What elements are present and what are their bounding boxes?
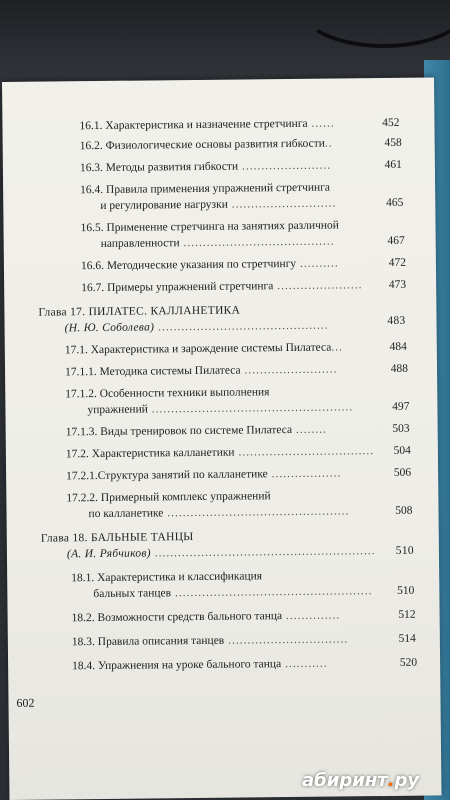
page-ref: 510 [397,584,415,597]
page-ref: 497 [392,400,410,413]
toc-chapter-17: Глава 17. ПИЛАТЕС. КАЛЛАНЕТИКА (Н. Ю. Соболева) ............................................ 483 [38,304,406,335]
toc-entry-16-3: 16.3. Методы развития гибкости ....................... 461 [79,158,402,175]
toc-entry-16-1: 16.1. Характеристика и назначение стретчинга ...... 452 [79,116,400,133]
toc-entry-17-1-1: 17.1.1. Методика системы Пилатеса ........................ 488 [64,362,409,379]
toc-entry-17-1: 17.1. Характеристика и зарождение системы Пилатеса... 484 [64,340,407,357]
page-ref: 512 [398,608,416,621]
toc-entry-17-1-3: 17.1.3. Виды тренировок по системе Пилатеса ........ 503 [65,422,410,439]
toc-entry-16-4: 16.4. Правила применения упражнений стретчинга и регулирование нагрузки ........................... 465 [80,181,404,212]
toc-entry-17-1-2: 17.1.2. Особенности техники выполнения упражнений .................................................... 497 [65,386,410,417]
page-ref: 510 [395,544,414,557]
page-ref: 473 [388,278,407,291]
toc-entry-16-7: 16.7. Примеры упражнений стретчинга ...................... 473 [81,278,407,295]
page-ref: 508 [395,504,413,517]
page-ref: 506 [393,466,412,479]
page-ref: 514 [398,632,416,645]
toc-entry-16-6: 16.6. Методические указания по стретчингу .......... 472 [80,256,406,273]
page-ref: 458 [384,136,402,149]
toc-entry-16-2: 16.2. Физиологические основы развития гибкости.. 458 [79,136,402,153]
toc-entry-18-1: 18.1. Характеристика и классификация бальных танцев ................................................... 510 [71,570,415,601]
page-ref: 452 [382,116,400,130]
page-ref: 503 [392,422,410,435]
page-ref: 461 [384,158,402,171]
toc-entry-17-2-2: 17.2.2. Примерный комплекс упражнений по калланетике ............................................... 508 [66,490,413,521]
page-ref: 483 [387,314,406,327]
toc-entry-17-2-1: 17.2.1.Структура занятий по калланетике .................. 506 [66,466,412,483]
page-ref: 488 [390,362,409,375]
page-ref: 465 [385,196,404,209]
toc-entry-18-2: 18.2. Возможности средств бального танца .............. 512 [71,608,416,625]
toc-entry-16-5: 16.5. Применение стретчинга на занятиях различной направленности ....................................... 467 [80,219,405,250]
page-ref: 467 [387,234,405,247]
watermark-logo: абиринт.ру [302,770,420,791]
book-page [2,77,441,799]
toc-entry-17-2: 17.2. Характеристика калланетики ................................... 504 [65,444,411,461]
toc-entry-18-4: 18.4. Упражнения на уроке бального танца ........... 520 [72,656,418,673]
page-ref: 520 [399,656,418,669]
page-ref: 472 [388,256,406,269]
page-ref: 504 [393,444,411,457]
toc-chapter-18: Глава 18. БАЛЬНЫЕ ТАНЦЫ (А. И. Рябчиков) ......................................................... 510 [40,531,414,561]
toc-entry-18-3: 18.3. Правила описания танцев ............................... 514 [71,632,416,649]
page-ref: 484 [389,340,407,353]
page-number: 602 [16,695,35,710]
